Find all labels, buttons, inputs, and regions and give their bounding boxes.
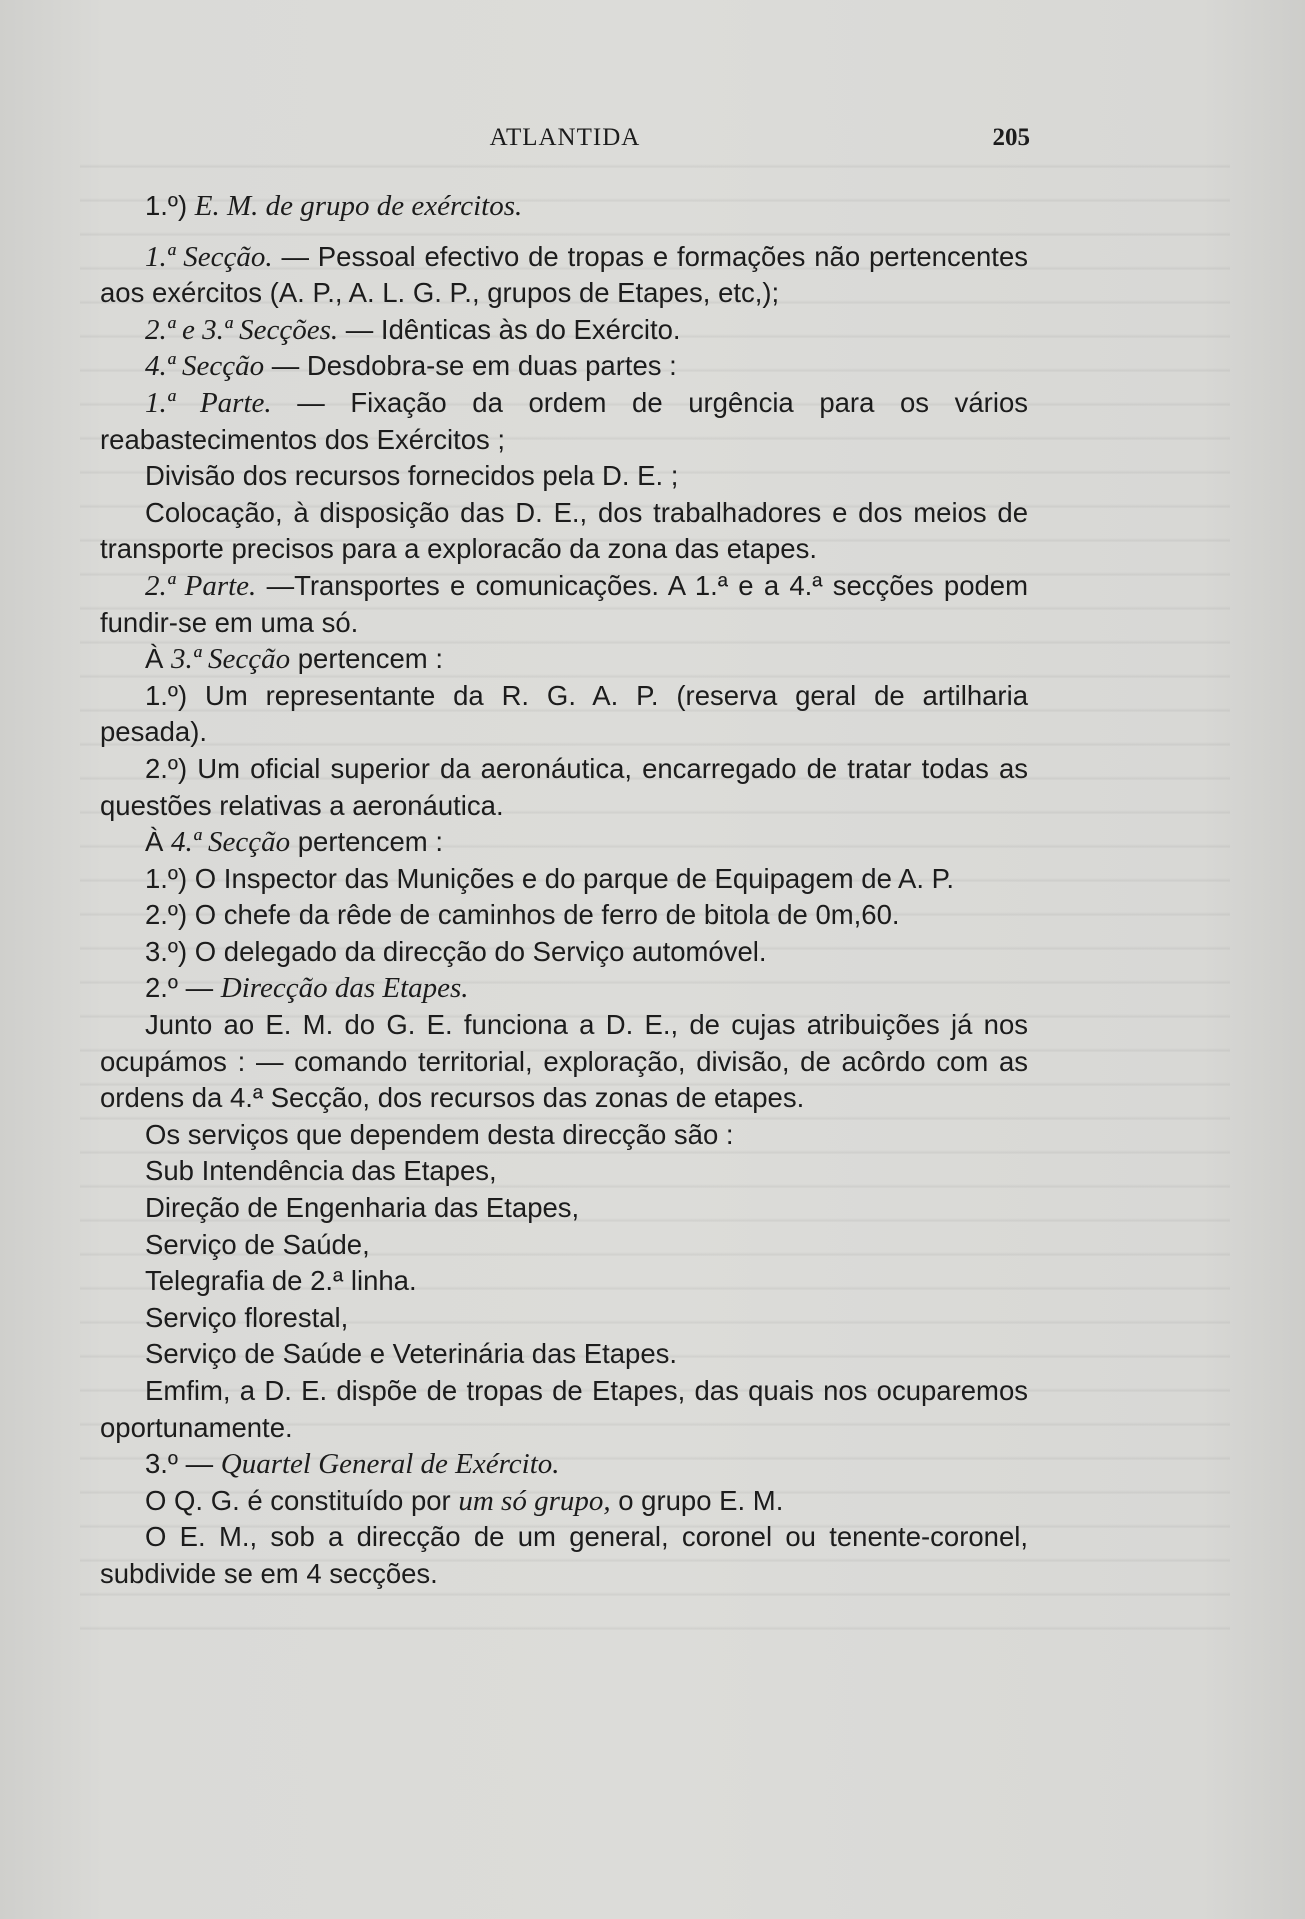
text: O Q. G. é constituído por <box>145 1484 459 1516</box>
section-heading: Direcção das Etapes. <box>220 972 469 1005</box>
list-number: 1.º) <box>145 190 188 221</box>
paragraph: 3.º) O delegado da direcção do Serviço automóvel. <box>145 935 767 967</box>
italic-label: 2.ª Parte. <box>145 569 257 602</box>
paragraph <box>100 348 1028 385</box>
text: — Desdobra-se em duas partes : <box>264 350 677 382</box>
section-heading: E. M. de grupo de exércitos. <box>194 190 523 222</box>
text: À <box>145 643 171 675</box>
paragraph <box>100 824 1028 861</box>
paragraph: Junto ao E. M. do G. E. funciona a D. E., de cujas atribuições já nos ocupámos : — comando territorial, exploração, divisão, de acôrdo com as ordens da 4.ª Secção, dos recursos das zonas de etapes. <box>100 1009 1028 1114</box>
text: À <box>145 826 171 858</box>
paragraph: Divisão dos recursos fornecidos pela D. E. ; <box>145 460 679 492</box>
text: pertencem : <box>290 826 443 858</box>
paragraph <box>100 641 1028 678</box>
page-header <box>100 120 1030 160</box>
list-item: Direção de Engenharia das Etapes, <box>145 1192 580 1224</box>
italic-label: 4.ª Secção <box>145 350 265 383</box>
italic-label: 2.ª e 3.ª Secções. <box>145 313 339 346</box>
paragraph: 1.º) O Inspector das Munições e do parque de Equipagem de A. P. <box>145 862 955 894</box>
paragraph: 2.º) O chefe da rêde de caminhos de ferro de bitola de 0m,60. <box>145 899 900 931</box>
text: 2.º — <box>145 972 221 1004</box>
section-heading: Quartel General de Exército. <box>220 1448 560 1481</box>
paragraph: Colocação, à disposição das D. E., dos trabalhadores e dos meios de transporte precisos para a exploracão da zona das etapes. <box>100 496 1028 565</box>
text: — Idênticas às do Exército. <box>338 313 681 345</box>
page-number: 205 <box>992 124 1030 151</box>
paragraph <box>100 188 1028 225</box>
italic-label: 3.ª Secção <box>170 643 291 676</box>
page-body <box>100 188 1028 1593</box>
text: o grupo E. M. <box>610 1484 784 1516</box>
paragraph <box>100 239 1028 312</box>
list-item: Serviço florestal, <box>145 1301 349 1333</box>
paragraph <box>100 385 1028 458</box>
paragraph: Emfim, a D. E. dispõe de tropas de Etapes, das quais nos ocuparemos oportunamente. <box>100 1375 1028 1443</box>
italic-label: 4.ª Secção <box>170 826 291 859</box>
paragraph <box>100 1483 1028 1520</box>
paragraph <box>100 312 1028 349</box>
italic-label: 1.ª Parte. <box>145 386 272 419</box>
paragraph <box>100 970 1028 1007</box>
paragraph <box>100 1446 1028 1483</box>
text: 3.º — <box>145 1448 221 1480</box>
italic-label: 1.ª Secção. <box>145 240 273 273</box>
paragraph: 1.º) Um representante da R. G. A. P. (reserva geral de artilharia pesada). <box>100 679 1028 748</box>
paragraph: Os serviços que dependem desta direcção são : <box>145 1118 734 1150</box>
text: —Transportes e comunicações. A 1.ª e a 4.ª secções podem fundir-se em uma só. <box>100 569 1028 638</box>
text: — Fixação da ordem de urgência para os vários reabastecimentos dos Exércitos ; <box>100 386 1028 455</box>
list-item: Serviço de Saúde, <box>145 1228 370 1260</box>
text: — Pessoal efectivo de tropas e formações não pertencentes aos exércitos (A. P., A. L. G. P., grupos de Etapes, etc,); <box>100 240 1028 309</box>
list-item: Telegrafia de 2.ª linha. <box>145 1265 417 1297</box>
list-item: Sub Intendência das Etapes, <box>145 1155 497 1187</box>
list-item: Serviço de Saúde e Veterinária das Etapes. <box>145 1338 678 1370</box>
paragraph: 2.º) Um oficial superior da aeronáutica, encarregado de tratar todas as questões relativas a aeronáutica. <box>100 752 1028 821</box>
running-title: ATLANTIDA <box>489 124 641 151</box>
paragraph <box>100 568 1028 641</box>
paragraph: O E. M., sob a direcção de um general, coronel ou tenente-coronel, subdivide se em 4 secções. <box>100 1521 1028 1589</box>
italic-label: um só grupo, <box>458 1484 611 1517</box>
text: pertencem : <box>290 643 443 675</box>
